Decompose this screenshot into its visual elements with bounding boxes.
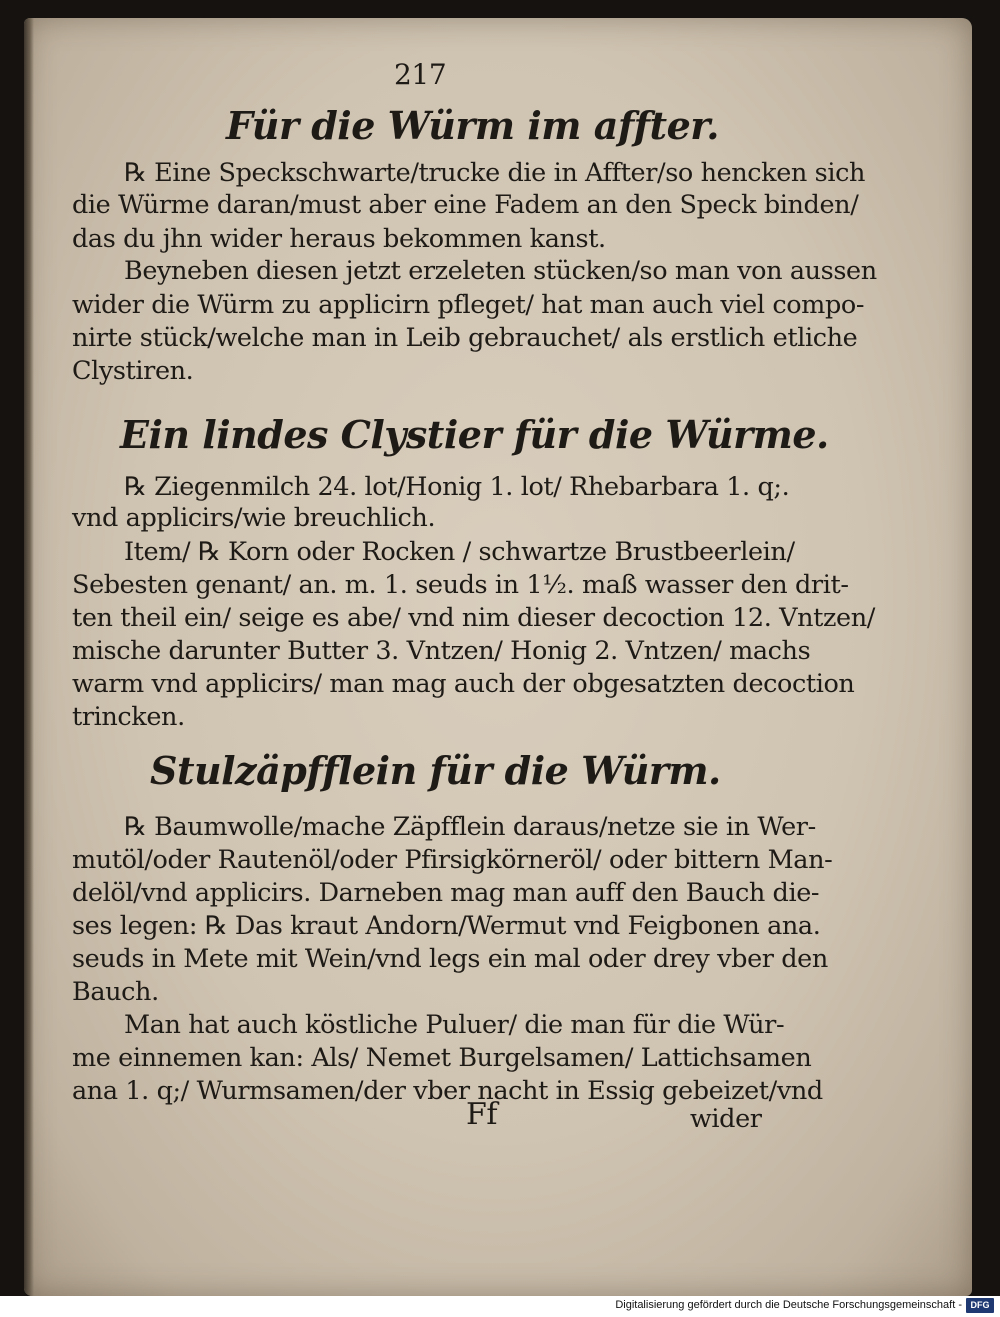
text-line: wider die Würm zu applicirn pfleget/ hat man auch viel compo- [72,290,865,320]
text-line: ten theil ein/ seige es abe/ vnd nim dieser decoction 12. Vntzen/ [72,603,875,633]
text-line: ℞ Eine Speckschwarte/trucke die in Affter/so hencken sich [124,158,866,188]
text-line: delöl/vnd applicirs. Darneben mag man auff den Bauch die- [72,878,820,908]
catchword: wider [690,1104,762,1134]
text-line: ana 1. q;/ Wurmsamen/der vber nacht in Essig gebeizet/vnd [72,1076,823,1106]
text-line: trincken. [72,702,185,732]
text-line: Clystiren. [72,356,194,386]
signature-mark: Ff [466,1097,498,1132]
text-line: Man hat auch köstliche Puluer/ die man für die Wür- [124,1010,785,1040]
section-heading-2: Ein lindes Clystier für die Würme. [120,412,829,457]
page-spine-edge [24,18,34,1296]
text-line: ℞ Ziegenmilch 24. lot/Honig 1. lot/ Rhebarbara 1. q;. [124,472,790,502]
text-line: mutöl/oder Rautenöl/oder Pfirsigkörneröl/ oder bittern Man- [72,845,833,875]
footer-credit: Digitalisierung gefördert durch die Deutsche Forschungsgemeinschaft - [615,1299,962,1311]
page-number: 217 [394,58,447,91]
text-line: das du jhn wider heraus bekommen kanst. [72,224,606,254]
text-line: nirte stück/welche man in Leib gebrauchet/ als erstlich etliche [72,323,858,353]
text-line: Item/ ℞ Korn oder Rocken / schwartze Brustbeerlein/ [124,537,795,567]
section-heading-3: Stulzäpfflein für die Würm. [150,748,721,793]
text-line: Bauch. [72,977,159,1007]
dfg-logo: DFG [966,1298,994,1313]
text-line: vnd applicirs/wie breuchlich. [72,503,436,533]
text-line: Beyneben diesen jetzt erzeleten stücken/so man von aussen [124,256,877,286]
text-line: me einnemen kan: Als/ Nemet Burgelsamen/ Lattichsamen [72,1043,812,1073]
section-heading-1: Für die Würm im affter. [226,103,720,148]
text-line: seuds in Mete mit Wein/vnd legs ein mal oder drey vber den [72,944,828,974]
text-line: ℞ Baumwolle/mache Zäpfflein daraus/netze sie in Wer- [124,812,816,842]
text-line: die Würme daran/must aber eine Fadem an den Speck binden/ [72,190,859,220]
text-line: warm vnd applicirs/ man mag auch der obgesatzten decoction [72,669,855,699]
text-line: ses legen: ℞ Das kraut Andorn/Wermut vnd Feigbonen ana. [72,911,821,941]
text-line: mische darunter Butter 3. Vntzen/ Honig 2. Vntzen/ machs [72,636,811,666]
text-line: Sebesten genant/ an. m. 1. seuds in 1½. maß wasser den drit- [72,570,849,600]
